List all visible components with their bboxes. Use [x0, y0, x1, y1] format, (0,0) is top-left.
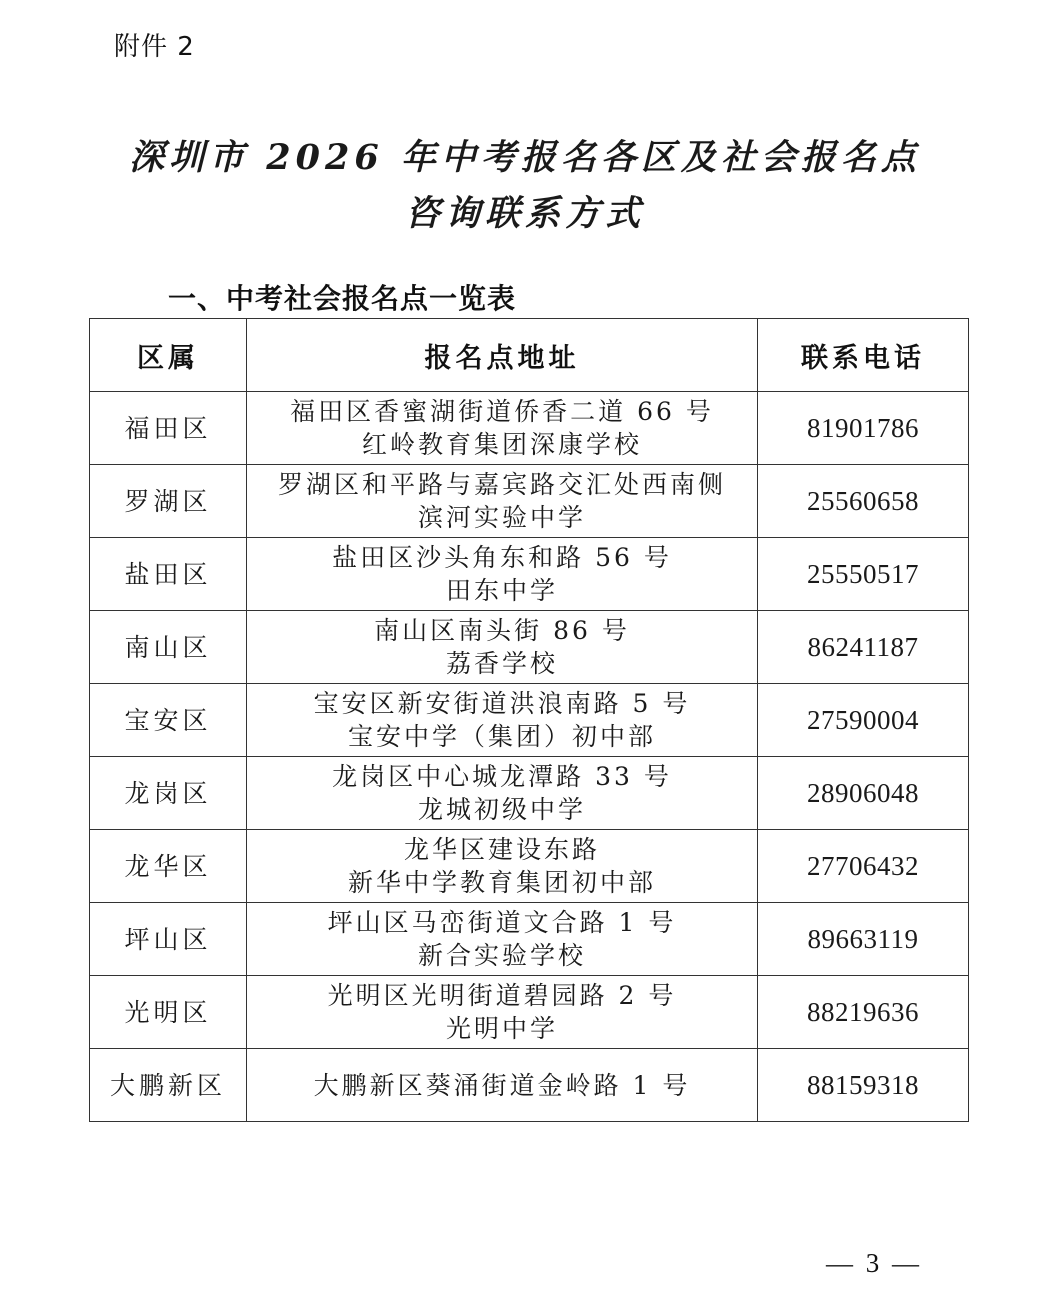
- phone-cell: 27590004: [758, 684, 969, 757]
- phone-cell: 28906048: [758, 757, 969, 830]
- address-line: 宝安区新安街道洪浪南路 5 号: [313, 689, 691, 718]
- column-header-phone: 联系电话: [758, 319, 969, 392]
- address-cell: [247, 465, 758, 538]
- address-cell: [247, 538, 758, 611]
- column-header-address: 报名点地址: [247, 319, 758, 392]
- district-cell: 龙华区: [90, 830, 247, 903]
- address-line: 福田区香蜜湖街道侨香二道 66 号: [290, 397, 714, 426]
- address-cell: [247, 392, 758, 465]
- phone-cell: 25550517: [758, 538, 969, 611]
- table-row: [90, 684, 969, 757]
- school-name: 龙城初级中学: [417, 795, 586, 824]
- school-name: 滨河实验中学: [417, 503, 586, 532]
- document-title-line-2: 咨询联系方式: [404, 193, 645, 234]
- address-line: 光明区光明街道碧园路 2 号: [327, 981, 677, 1010]
- phone-cell: 88159318: [758, 1049, 969, 1122]
- phone-cell: 81901786: [758, 392, 969, 465]
- district-cell: 盐田区: [90, 538, 247, 611]
- table-row: [90, 465, 969, 538]
- address-line: 坪山区马峦街道文合路 1 号: [327, 908, 677, 937]
- table-row: [90, 392, 969, 465]
- address-line: 龙岗区中心城龙潭路 33 号: [332, 762, 672, 791]
- address-cell: [247, 611, 758, 684]
- district-cell: 宝安区: [90, 684, 247, 757]
- school-name: 田东中学: [445, 576, 558, 605]
- address-line: 罗湖区和平路与嘉宾路交汇处西南侧: [277, 470, 726, 499]
- address-cell: [247, 976, 758, 1049]
- district-cell: 龙岗区: [90, 757, 247, 830]
- address-cell: [247, 684, 758, 757]
- address-cell: [247, 757, 758, 830]
- phone-cell: 88219636: [758, 976, 969, 1049]
- district-cell: 南山区: [90, 611, 247, 684]
- district-cell: 福田区: [90, 392, 247, 465]
- school-name: 红岭教育集团深康学校: [361, 430, 642, 459]
- table-row: [90, 976, 969, 1049]
- district-cell: 坪山区: [90, 903, 247, 976]
- district-cell: 光明区: [90, 976, 247, 1049]
- school-name: 宝安中学（集团）初中部: [347, 722, 656, 751]
- address-cell: [247, 830, 758, 903]
- phone-cell: 89663119: [758, 903, 969, 976]
- address-line: 龙华区建设东路: [403, 835, 600, 864]
- address-cell: [247, 903, 758, 976]
- attachment-label: 附件 2: [114, 32, 195, 62]
- page-number: — 3 —: [826, 1248, 922, 1278]
- address-cell: [247, 1049, 758, 1122]
- table-row: [90, 903, 969, 976]
- address-line: 南山区南头街 86 号: [374, 616, 630, 645]
- registration-points-table: [89, 318, 969, 1122]
- column-header-district: 区属: [90, 319, 247, 392]
- school-name: 光明中学: [445, 1014, 558, 1043]
- school-name: 荔香学校: [445, 649, 558, 678]
- school-name: 新华中学教育集团初中部: [347, 868, 656, 897]
- table-row: [90, 830, 969, 903]
- table-row: [90, 611, 969, 684]
- document-title-line-1: 深圳市 2026 年中考报名各区及社会报名点: [129, 137, 921, 178]
- table-row: [90, 757, 969, 830]
- section-heading: 一、中考社会报名点一览表: [168, 282, 517, 315]
- phone-cell: 27706432: [758, 830, 969, 903]
- district-cell: 大鹏新区: [90, 1049, 247, 1122]
- district-cell: 罗湖区: [90, 465, 247, 538]
- address-line: 大鹏新区葵涌街道金岭路 1 号: [313, 1070, 691, 1100]
- school-name: 新合实验学校: [417, 941, 586, 970]
- table-header-row: [90, 319, 969, 392]
- phone-cell: 86241187: [758, 611, 969, 684]
- table-row: [90, 1049, 969, 1122]
- address-line: 盐田区沙头角东和路 56 号: [332, 543, 672, 572]
- table-row: [90, 538, 969, 611]
- phone-cell: 25560658: [758, 465, 969, 538]
